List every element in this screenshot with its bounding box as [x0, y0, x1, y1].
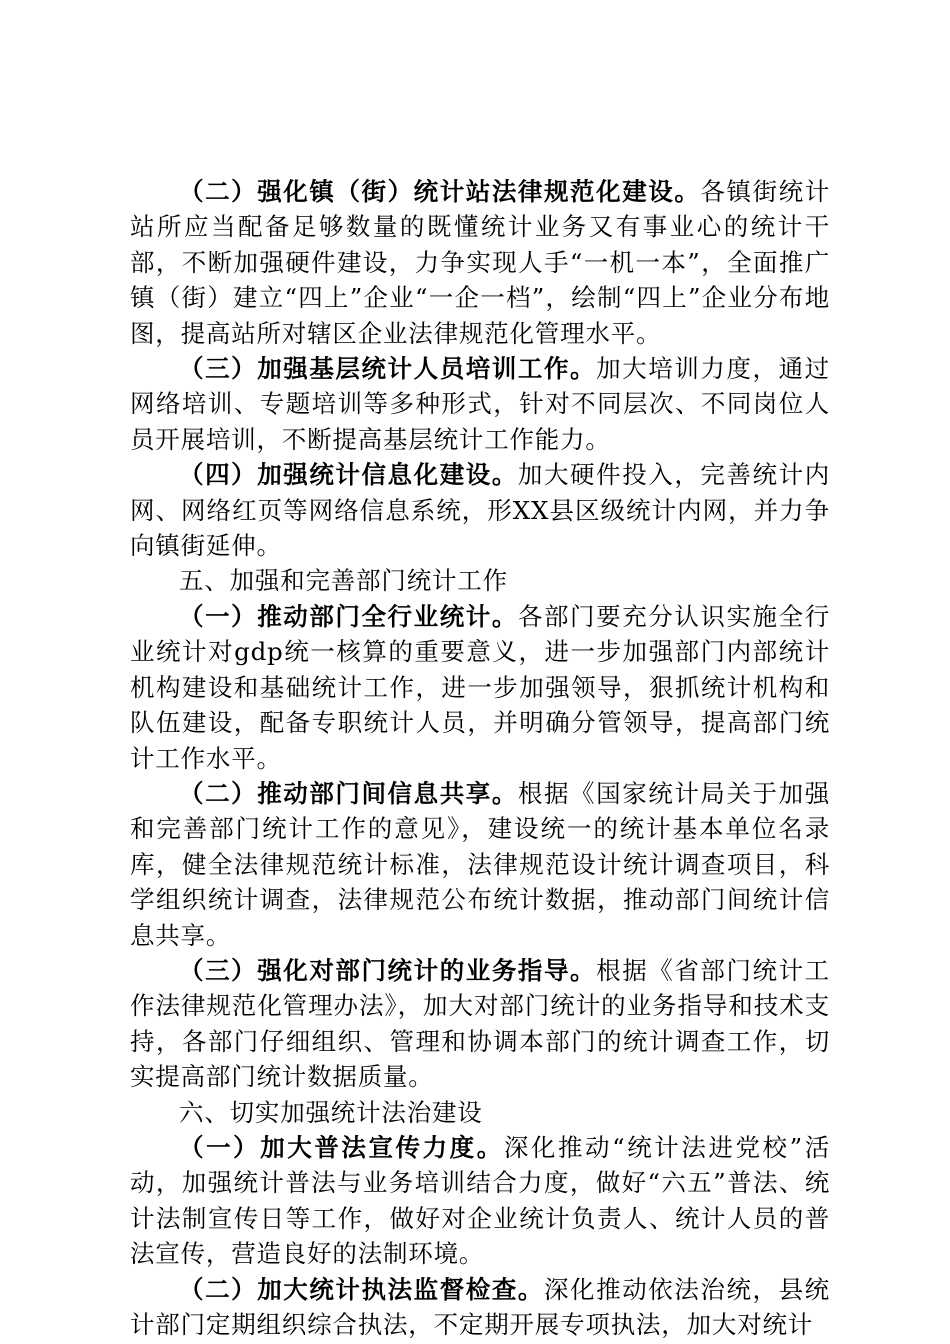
- paragraph-lead: （三）强化对部门统计的业务指导。: [179, 955, 597, 985]
- paragraph-body: 加大硬件投入，完善统计内网、网络红页等网络信息系统，形XX县区级统计内网，并力争向镇街延伸。: [130, 460, 830, 561]
- paragraph-lead: （二）强化镇（街）统计站法律规范化建设。: [179, 177, 701, 206]
- paragraph-body: 各镇街统计站所应当配备足够数量的既懂统计业务又有事业心的统计干部，不断加强硬件建设，力争实现人手“一机一本”，全面推广镇（街）建立“四上”企业“一企一档”，绘制“四上”企业分布地图，提高站所对辖区企业法律规范化管理水平。: [130, 177, 831, 348]
- paragraph-lead: （一）加大普法宣传力度。: [179, 1132, 504, 1162]
- paragraph-body: 根据《国家统计局关于加强和完善部门统计工作的意见》，建设统一的统计基本单位名录库，健全法律规范统计标准，法律规范设计统计调查项目，科学组织统计调查，法律规范公布统计数据，推动部门间统计信息共享。: [130, 778, 830, 950]
- paragraph-lead: （一）推动部门全行业统计。: [179, 601, 518, 631]
- section-heading-six: 六、切实加强统计法治建设: [179, 1097, 483, 1127]
- paragraph-law-publicity: [130, 1130, 830, 1272]
- paragraph-information-sharing: [130, 776, 830, 953]
- paragraph-body: 加大培训力度，通过网络培训、专题培训等多种形式，针对不同层次、不同岗位人员开展培训，不断提高基层统计工作能力。: [130, 354, 830, 454]
- paragraph-lead: （二）推动部门间信息共享。: [179, 778, 518, 808]
- paragraph-industry-statistics: [130, 599, 830, 776]
- paragraph-lead: （二）加大统计执法监督检查。: [179, 1274, 544, 1304]
- paragraph-informatization: [130, 457, 830, 563]
- paragraph-body: 深化推动“统计法进党校”活动，加强统计普法与业务培训结合力度，做好“六五”普法、统计法制宣传日等工作，做好对企业统计负责人、统计人员的普法宣传，营造良好的法制环境。: [130, 1132, 830, 1269]
- paragraph-business-guidance: [130, 953, 830, 1095]
- paragraph-grassroots-training: [130, 351, 830, 457]
- document-page: [130, 174, 830, 1342]
- paragraph-body: 各部门要充分认识实施全行业统计对gdp统一核算的重要意义，进一步加强部门内部统计机构建设和基础统计工作，进一步加强领导，狠抓统计机构和队伍建设，配备专职统计人员，并明确分管领导，提高部门统计工作水平。: [130, 601, 830, 773]
- section-heading-five: 五、加强和完善部门统计工作: [179, 566, 508, 596]
- paragraph-town-statistics-station: [130, 174, 830, 351]
- paragraph-lead: （四）加强统计信息化建设。: [179, 460, 518, 490]
- paragraph-body: 根据《省部门统计工作法律规范化管理办法》，加大对部门统计的业务指导和技术支持，各部门仔细组织、管理和协调本部门的统计调查工作，切实提高部门统计数据质量。: [130, 955, 830, 1092]
- paragraph-law-enforcement: [130, 1272, 830, 1343]
- paragraph-body: 深化推动依法治统，县统计部门定期组织综合执法，不定期开展专项执法，加大对统计: [130, 1274, 830, 1339]
- paragraph-lead: （三）加强基层统计人员培训工作。: [179, 354, 597, 384]
